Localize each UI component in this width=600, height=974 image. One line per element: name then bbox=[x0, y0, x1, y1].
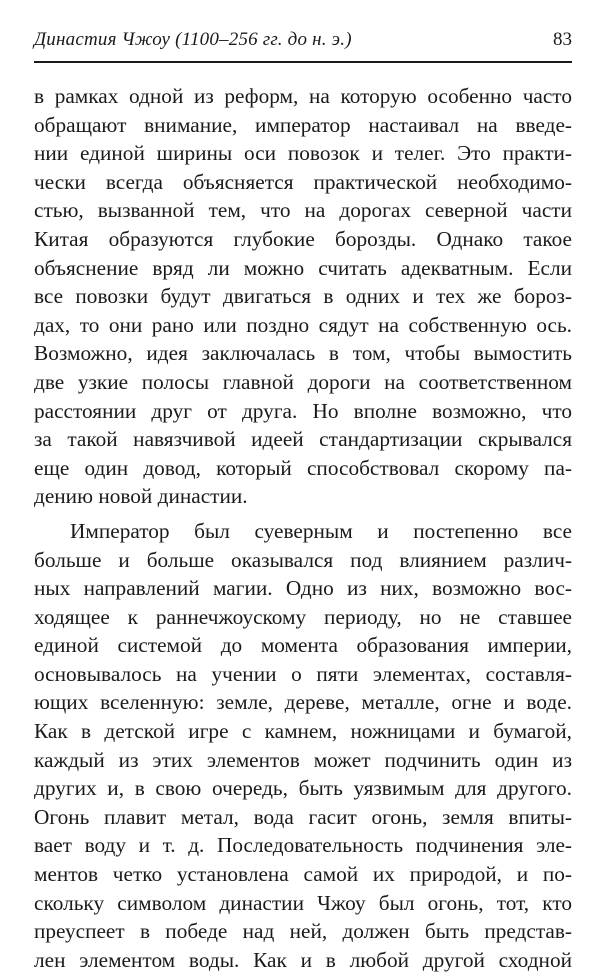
text-line: Огонь плавит метал, вода гасит огонь, земля впиты- bbox=[34, 804, 572, 829]
text-line: еще один довод, который способствовал скорому па- bbox=[34, 455, 572, 480]
text-line: за такой навязчивой идеей стандартизации скрывался bbox=[34, 427, 572, 452]
text-line: каждый из этих элементов может подчинить один из bbox=[34, 747, 572, 772]
text-line: Китая образуются глубокие борозды. Однако такое bbox=[34, 226, 572, 251]
text-line: ходящее к раннечжоускому периоду, но не ставшее bbox=[34, 604, 572, 629]
text-line: Император был суеверным и постепенно все bbox=[70, 518, 572, 543]
text-line: Как в детской игре с камнем, ножницами и бумагой, bbox=[34, 719, 572, 744]
text-line: обращают внимание, император настаивал на введе- bbox=[34, 112, 572, 137]
text-line: единой системой до момента образования империи, bbox=[34, 633, 572, 658]
text-line: чески всегда объясняется практической необходимо- bbox=[34, 169, 572, 194]
text-line: ных направлений магии. Одно из них, возможно вос- bbox=[34, 576, 572, 601]
text-line: объяснение вряд ли можно считать адекватным. Если bbox=[34, 255, 572, 280]
text-line: Возможно, идея заключалась в том, чтобы вымостить bbox=[34, 341, 572, 366]
paragraph bbox=[34, 82, 572, 511]
text-line: все повозки будут двигаться в одних и тех же бороз- bbox=[34, 284, 572, 309]
paragraph bbox=[34, 517, 572, 974]
text-line: две узкие полосы главной дороги на соответственном bbox=[34, 369, 572, 394]
text-line: ментов четко установлена самой их природой, и по- bbox=[34, 862, 572, 887]
page-header bbox=[34, 28, 572, 58]
text-line: ющих вселенную: земле, дереве, металле, огне и воде. bbox=[34, 690, 572, 715]
running-title: Династия Чжоу (1100–256 гг. до н. э.) bbox=[34, 29, 352, 50]
text-line: стью, вызванной тем, что на дорогах северной части bbox=[34, 198, 572, 223]
text-line: дению новой династии. bbox=[34, 484, 248, 509]
text-line: лен элементом воды. Как и в любой другой сходной bbox=[34, 947, 572, 972]
text-line: скольку символом династии Чжоу был огонь, тот, кто bbox=[34, 890, 572, 915]
text-line: дах, то они рано или поздно сядут на собственную ось. bbox=[34, 312, 572, 337]
text-line: преуспеет в победе над ней, должен быть представ- bbox=[34, 919, 572, 944]
page-body bbox=[34, 82, 572, 974]
text-line: других и, в свою очередь, быть уязвимым для другого. bbox=[34, 776, 572, 801]
text-line: вает воду и т. д. Последовательность подчинения эле- bbox=[34, 833, 572, 858]
text-line: расстоянии друг от друга. Но вполне возможно, что bbox=[34, 398, 572, 423]
text-line: основывалось на учении о пяти элементах, составля- bbox=[34, 661, 572, 686]
text-line: в рамках одной из реформ, на которую особенно часто bbox=[34, 84, 572, 108]
header-rule bbox=[34, 61, 572, 63]
text-line: нии единой ширины оси повозок и телег. Это практи- bbox=[34, 141, 572, 166]
text-line: больше и больше оказывался под влиянием различ- bbox=[34, 547, 572, 572]
page-number: 83 bbox=[553, 29, 572, 50]
